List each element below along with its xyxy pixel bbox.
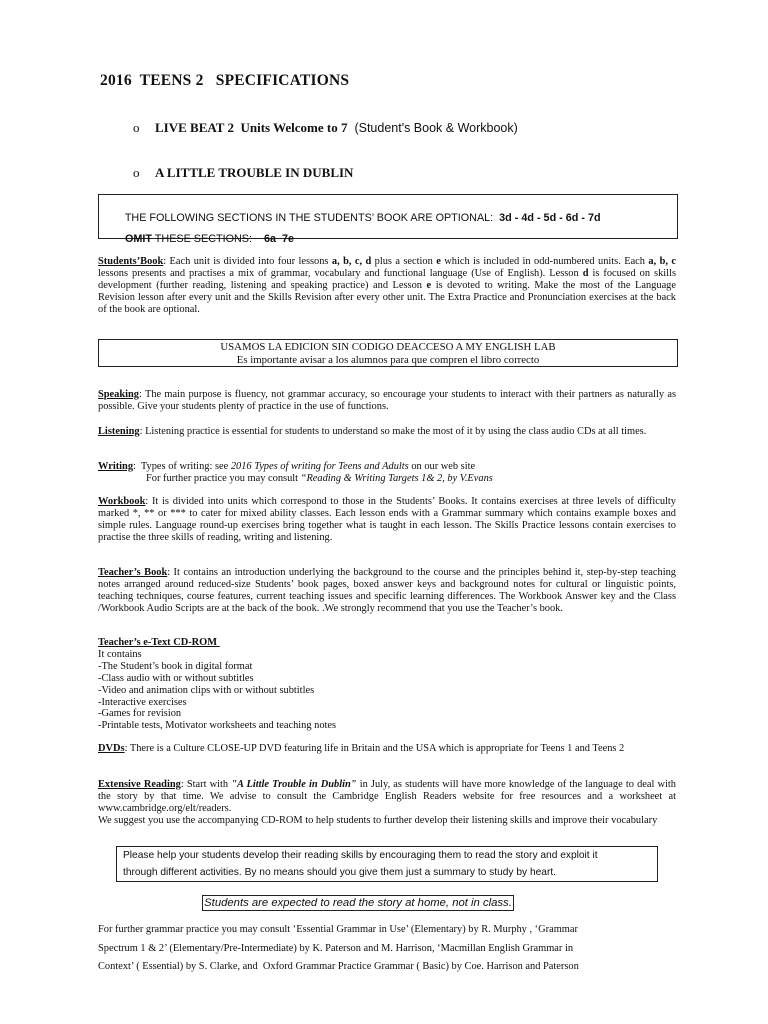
etext-section [98,637,676,732]
grammar-line: Context’ ( Essential) by S. Clarke, and Oxford Grammar Practice Grammar ( Basic) by Coe. Harrison and Paterson [98,961,579,973]
optional-sections: 3d - 4d - 5d - 6d - 7d [499,212,601,224]
extensive-reading-heading: Extensive Reading [98,779,181,790]
workbook-paragraph [98,496,676,544]
edition-line-2: Es importante avisar a los alumnos para que compren el libro correcto [236,353,540,366]
grammar-line: For further grammar practice you may consult ‘Essential Grammar in Use’ (Elementary) by R. Murphy , ‘Grammar [98,924,578,935]
reading-skills-box [116,846,658,882]
students-book-paragraph [98,256,676,316]
listening-paragraph [98,426,676,438]
etext-heading: Teacher’s e-Text CD-ROM [98,637,220,648]
expected-reading-box [202,895,514,911]
listening-heading: Listening [98,426,140,437]
reading-box-line-2: through different activities. By no means should you give them just a summary to study by heart. [123,866,556,878]
teachers-book-text: : It contains an introduction underlying the background to the course and the principles behind it, step-by-step teaching notes arranged around reduced-size Students’ book pages, boxed answer keys and background notes for cultural or linguistic points, teaching techniques, course features, current teaching issues and specific learning differences. The Workbook Answer key and the Class /Workbook Audio Scripts are at the back of the book. .We strongly recommend that you use the Teacher’s book. [98,567,676,614]
grammar-paragraph [98,921,678,977]
dvds-heading: DVDs [98,743,125,754]
expected-reading-text: Students are expected to read the story at home, not in class. [204,897,512,909]
writing-pre: : Types of writing: see [133,461,231,472]
extensive-reading-paragraph [98,779,676,827]
bullet-bold: LIVE BEAT 2 Units Welcome to 7 [155,120,348,135]
etext-line: -Games for revision [98,708,182,720]
teachers-book-paragraph [98,567,676,615]
extensive-text: in July, as students will have more knowledge of the language to deal with the story by that time. We advise to consult the Cambridge English Readers website for free resources and a worksheet at www.cambridge.org/elt/readers. [98,779,676,814]
writing-line-2 [98,473,676,485]
edition-box [98,339,678,367]
etext-line: -Class audio with or without subtitles [98,672,254,684]
listening-text: : Listening practice is essential for students to understand so make the most of it by using the class audio CDs at all times. [139,426,647,437]
writing-practice-book: “Reading & Writing Targets 1& 2, by V.Evans [300,472,493,484]
students-book-text: : Each unit is divided into four lessons a, b, c, d plus a section e which is included in odd-numbered units. Each a, b, c lessons presents and practises a mix of grammar, vocabulary and functional language (Use of English). Lesson d is focused on skills development (further reading, listening and speaking practice) and Lesson e is devoted to writing. Make the most of the Language Revision lesson after every unit and the Skills Revision after every other unit. The Extra Practice and Pronunciation exercises at the back of the book are optional. [98,256,677,315]
extensive-text-2: We suggest you use the accompanying CD-ROM to help students to further develop their listening skills and improve their vocabulary [98,814,658,826]
omit-sections: 6a 7e [264,233,295,245]
reading-box-line-1: Please help your students develop their reading skills by encouraging them to read the story and exploit it [123,850,598,861]
writing-heading: Writing [98,461,134,472]
extensive-pre: : Start with [180,779,232,790]
grammar-line: Spectrum 1 & 2’ (Elementary/Pre-Intermediate) by K. Paterson and M. Harrison, ‘Macmillan English Grammar in [98,942,574,954]
omit-line [107,221,294,257]
workbook-heading: Workbook [98,496,146,507]
etext-line: -Interactive exercises [98,696,187,708]
etext-line: -Video and animation clips with or without subtitles [98,684,315,696]
omit-label: OMIT [125,233,152,245]
writing-line-1 [98,461,676,473]
bullet-little-trouble [120,149,353,197]
omit-text: THESE SECTIONS: [152,233,252,245]
speaking-heading: Speaking [98,389,140,400]
etext-line: -The Student’s book in digital format [98,660,253,672]
teachers-book-heading: Teacher’s Book [98,567,168,578]
bullet-live-beat [120,104,518,152]
dvds-text: : There is a Culture CLOSE-UP DVD featuring life in Britain and the USA which is appropriate for Teens 1 and Teens 2 [124,743,625,754]
dvds-paragraph [98,743,676,755]
students-book-heading: Students’Book [98,256,164,267]
speaking-paragraph [98,389,676,413]
etext-line: It contains [98,648,142,660]
extensive-book-title: "A Little Trouble in Dublin" [231,779,357,790]
bullet-mark: o [133,120,140,135]
bullet-normal: (Student's Book & Workbook) [347,121,518,135]
bullet-mark: o [133,165,140,180]
optional-sections-box [98,194,678,245]
writing-paragraph [98,461,676,485]
bullet-bold: A LITTLE TROUBLE IN DUBLIN [155,165,354,180]
writing-post: on our web site [408,461,476,472]
edition-line-1: USAMOS LA EDICION SIN CODIGO DEACCESO A MY ENGLISH LAB [220,341,556,353]
speaking-text: : The main purpose is fluency, not grammar accuracy, so encourage your students to interact with their partners as naturally as possible. Give your students plenty of practice in the use of functions. [98,389,676,412]
writing-types-title: 2016 Types of writing for Teens and Adults [230,461,409,472]
workbook-text: : It is divided into units which correspond to those in the Students’ Books. It contains exercises at three levels of difficulty marked *, ** or *** to cater for mixed ability classes. Each lesson ends with a Grammar summary which contains example boxes and simple rules. Language round-up exercises bring together what is taught in each lesson. The Skills Practice lessons contain exercises to practise the three skills of reading, writing and listening. [98,496,676,543]
etext-line: -Printable tests, Motivator worksheets and teaching notes [98,720,337,732]
writing-practice-pre: For further practice you may consult [146,472,301,484]
optional-text: THE FOLLOWING SECTIONS IN THE STUDENTS’ BOOK ARE OPTIONAL: [124,212,494,224]
page-title: 2016 TEENS 2 SPECIFICATIONS [100,72,350,89]
